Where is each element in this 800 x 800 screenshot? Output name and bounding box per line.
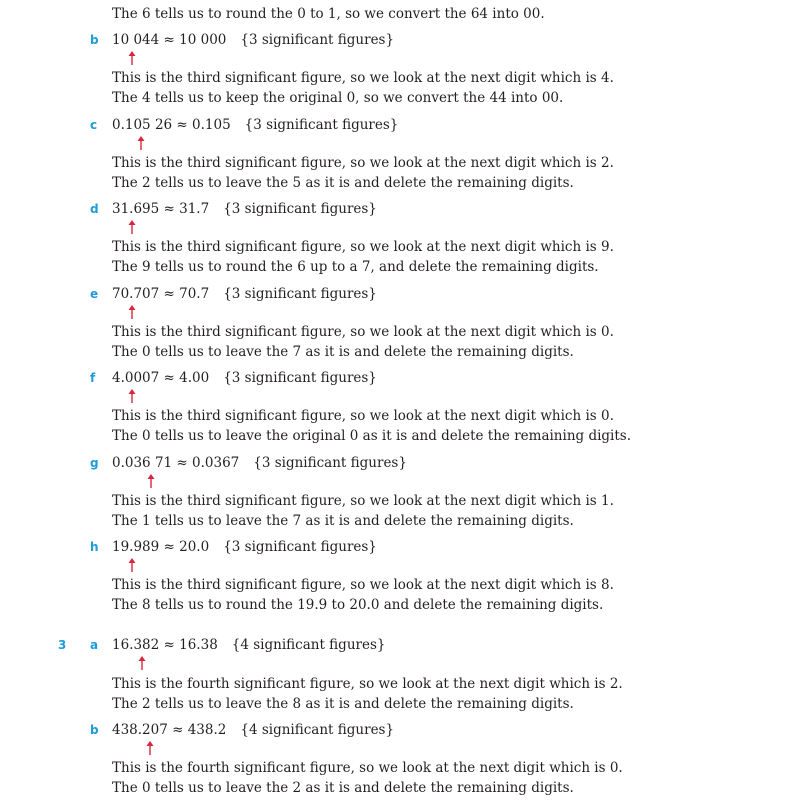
up-arrow-icon bbox=[126, 304, 138, 320]
explanation-line-1: This is the third significant figure, so we look at the next digit which is 8. bbox=[112, 577, 614, 593]
explanation-line-2: The 9 tells us to round the 6 up to a 7, and delete the remaining digits. bbox=[112, 259, 599, 275]
significant-figures-note: {3 significant figures} bbox=[240, 32, 395, 48]
explanation-line-1: This is the fourth significant figure, so we look at the next digit which is 0. bbox=[112, 760, 623, 776]
part-label-c: c bbox=[90, 118, 98, 132]
explanation-line-2: The 0 tells us to leave the 7 as it is and delete the remaining digits. bbox=[112, 344, 574, 360]
expression-text: 10 044 ≈ 10 000 bbox=[112, 32, 227, 48]
explanation-line-2: The 2 tells us to leave the 5 as it is and delete the remaining digits. bbox=[112, 175, 574, 191]
part-label-a: a bbox=[90, 638, 99, 652]
rounding-expression bbox=[112, 32, 394, 48]
rounding-expression bbox=[112, 117, 398, 133]
rounding-expression bbox=[112, 722, 394, 738]
up-arrow-icon bbox=[126, 219, 138, 235]
significant-figures-note: {3 significant figures} bbox=[244, 117, 399, 133]
up-arrow-icon bbox=[126, 50, 138, 66]
up-arrow-icon bbox=[136, 655, 148, 671]
expression-text: 19.989 ≈ 20.0 bbox=[112, 539, 210, 555]
significant-figures-note: {3 significant figures} bbox=[223, 286, 377, 302]
explanation-line-2: The 0 tells us to leave the 2 as it is and delete the remaining digits. bbox=[112, 780, 574, 796]
expression-text: 70.707 ≈ 70.7 bbox=[112, 286, 210, 302]
rounding-expression bbox=[112, 370, 377, 386]
part-label-b: b bbox=[90, 723, 99, 737]
explanation-line-2: The 1 tells us to leave the 7 as it is and delete the remaining digits. bbox=[112, 513, 574, 529]
intro-line: The 6 tells us to round the 0 to 1, so we convert the 64 into 00. bbox=[112, 6, 545, 22]
part-label-d: d bbox=[90, 202, 99, 216]
rounding-expression bbox=[112, 637, 385, 653]
part-label-b: b bbox=[90, 33, 99, 47]
part-label-h: h bbox=[90, 540, 99, 554]
significant-figures-note: {3 significant figures} bbox=[223, 539, 377, 555]
expression-text: 31.695 ≈ 31.7 bbox=[112, 201, 210, 217]
significant-figures-note: {3 significant figures} bbox=[253, 455, 407, 471]
explanation-line-2: The 8 tells us to round the 19.9 to 20.0 and delete the remaining digits. bbox=[112, 597, 604, 613]
up-arrow-icon bbox=[126, 557, 138, 573]
explanation-line-1: This is the third significant figure, so we look at the next digit which is 4. bbox=[112, 70, 614, 86]
explanation-line-1: This is the third significant figure, so we look at the next digit which is 0. bbox=[112, 324, 614, 340]
explanation-line-1: This is the third significant figure, so we look at the next digit which is 2. bbox=[112, 155, 614, 171]
explanation-line-1: This is the fourth significant figure, so we look at the next digit which is 2. bbox=[112, 676, 623, 692]
up-arrow-icon bbox=[144, 740, 156, 756]
rounding-expression bbox=[112, 455, 407, 471]
up-arrow-icon bbox=[145, 473, 157, 489]
significant-figures-note: {3 significant figures} bbox=[223, 201, 377, 217]
expression-text: 0.036 71 ≈ 0.0367 bbox=[112, 455, 240, 471]
up-arrow-icon bbox=[135, 135, 147, 151]
significant-figures-note: {4 significant figures} bbox=[231, 637, 386, 653]
explanation-line-1: This is the third significant figure, so we look at the next digit which is 0. bbox=[112, 408, 614, 424]
expression-text: 16.382 ≈ 16.38 bbox=[112, 637, 218, 653]
part-label-e: e bbox=[90, 287, 99, 301]
expression-text: 0.105 26 ≈ 0.105 bbox=[112, 117, 231, 133]
significant-figures-note: {4 significant figures} bbox=[240, 722, 395, 738]
up-arrow-icon bbox=[126, 388, 138, 404]
significant-figures-note: {3 significant figures} bbox=[223, 370, 377, 386]
rounding-expression bbox=[112, 539, 377, 555]
expression-text: 4.0007 ≈ 4.00 bbox=[112, 370, 210, 386]
explanation-line-1: This is the third significant figure, so we look at the next digit which is 1. bbox=[112, 493, 614, 509]
rounding-expression bbox=[112, 286, 377, 302]
part-label-g: g bbox=[90, 456, 99, 470]
part-label-f: f bbox=[90, 371, 96, 385]
rounding-expression bbox=[112, 201, 377, 217]
explanation-line-2: The 0 tells us to leave the original 0 as it is and delete the remaining digits. bbox=[112, 428, 632, 444]
explanation-line-1: This is the third significant figure, so we look at the next digit which is 9. bbox=[112, 239, 614, 255]
question-number: 3 bbox=[58, 638, 67, 652]
explanation-line-2: The 4 tells us to keep the original 0, so we convert the 44 into 00. bbox=[112, 90, 564, 106]
expression-text: 438.207 ≈ 438.2 bbox=[112, 722, 227, 738]
explanation-line-2: The 2 tells us to leave the 8 as it is and delete the remaining digits. bbox=[112, 696, 574, 712]
